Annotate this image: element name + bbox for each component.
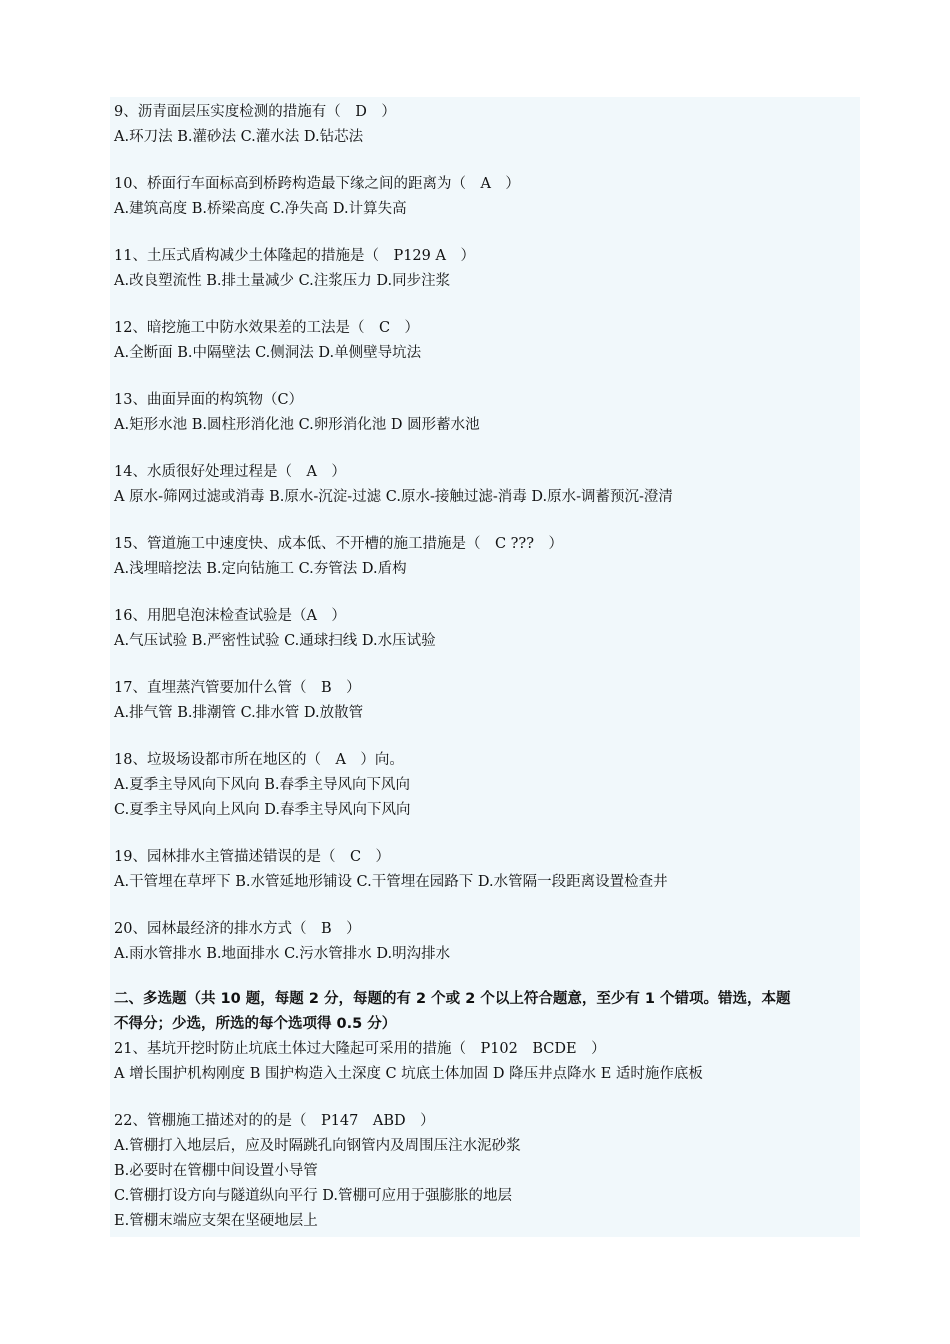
question-stem: 21、基坑开挖时防止坑底土体过大隆起可采用的措施（ P102 BCDE ） [114, 1041, 606, 1057]
section-heading [114, 987, 859, 1037]
question-stem: 12、暗挖施工中防水效果差的工法是（ C ） [114, 320, 420, 336]
question-options: A.夏季主导风向下风向 B.春季主导风向下风向 [114, 777, 410, 793]
question-stem: 15、管道施工中速度快、成本低、不开槽的施工措施是（ C ??? ） [114, 536, 563, 552]
question-15 [114, 532, 859, 582]
question-options: C.管棚打设方向与隧道纵向平行 D.管棚可应用于强膨胀的地层 [114, 1188, 513, 1204]
question-options: A.建筑高度 B.桥梁高度 C.净失高 D.计算失高 [114, 201, 407, 217]
question-stem: 9、沥青面层压实度检测的措施有（ D ） [114, 104, 396, 120]
question-options: A.改良塑流性 B.排土量减少 C.注浆压力 D.同步注浆 [114, 273, 451, 289]
question-19 [114, 845, 859, 895]
question-options: A 原水-筛网过滤或消毒 B.原水-沉淀-过滤 C.原水-接触过滤-消毒 D.原水-调蓄预沉-澄清 [114, 489, 673, 505]
question-stem: 20、园林最经济的排水方式（ B ） [114, 921, 361, 937]
question-11 [114, 244, 859, 294]
question-options: A.环刀法 B.灌砂法 C.灌水法 D.钻芯法 [114, 129, 364, 145]
question-options: A.雨水管排水 B.地面排水 C.污水管排水 D.明沟排水 [114, 946, 451, 962]
question-10 [114, 172, 859, 222]
question-21 [114, 1037, 859, 1087]
section-heading-line: 不得分；少选，所选的每个选项得 0.5 分） [114, 1016, 397, 1032]
question-stem: 17、直埋蒸汽管要加什么管（ B ） [114, 680, 361, 696]
question-stem: 18、垃圾场设都市所在地区的（ A ）向。 [114, 752, 404, 768]
question-options: A.排气管 B.排潮管 C.排水管 D.放散管 [114, 705, 364, 721]
question-stem: 19、园林排水主管描述错误的是（ C ） [114, 849, 391, 865]
question-options: A.浅埋暗挖法 B.定向钻施工 C.夯管法 D.盾构 [114, 561, 407, 577]
document-content [114, 100, 859, 1256]
question-options: E.管棚末端应支架在坚硬地层上 [114, 1213, 318, 1229]
question-9 [114, 100, 859, 150]
question-stem: 14、水质很好处理过程是（ A ） [114, 464, 346, 480]
question-stem: 13、曲面异面的构筑物（C） [114, 392, 304, 408]
question-options: B.必要时在管棚中间设置小导管 [114, 1163, 318, 1179]
question-stem: 11、土压式盾构减少土体隆起的措施是（ P129 A ） [114, 248, 475, 264]
question-stem: 22、管棚施工描述对的的是（ P147 ABD ） [114, 1113, 435, 1129]
question-13 [114, 388, 859, 438]
question-20 [114, 917, 859, 967]
question-18 [114, 748, 859, 823]
question-14 [114, 460, 859, 510]
question-12 [114, 316, 859, 366]
question-options: A.管棚打入地层后，应及时隔跳孔向钢管内及周围压注水泥砂浆 [114, 1138, 521, 1154]
question-options: A.气压试验 B.严密性试验 C.通球扫线 D.水压试验 [114, 633, 436, 649]
question-options: A.干管埋在草坪下 B.水管延地形铺设 C.干管埋在园路下 D.水管隔一段距离设置检查井 [114, 874, 668, 890]
section-heading-line: 二、多选题（共 10 题，每题 2 分，每题的有 2 个或 2 个以上符合题意，至少有 1 个错项。错选，本题 [114, 991, 791, 1007]
question-options: A.矩形水池 B.圆柱形消化池 C.卵形消化池 D 圆形蓄水池 [114, 417, 480, 433]
question-16 [114, 604, 859, 654]
question-17 [114, 676, 859, 726]
question-options: C.夏季主导风向上风向 D.春季主导风向下风向 [114, 802, 411, 818]
question-22 [114, 1109, 859, 1234]
question-options: A 增长围护机构刚度 B 围护构造入土深度 C 坑底土体加固 D 降压井点降水 E 适时施作底板 [114, 1066, 703, 1082]
question-stem: 16、用肥皂泡沫检查试验是（A ） [114, 608, 346, 624]
question-stem: 10、桥面行车面标高到桥跨构造最下缘之间的距离为（ A ） [114, 176, 520, 192]
question-options: A.全断面 B.中隔壁法 C.侧洞法 D.单侧壁导坑法 [114, 345, 422, 361]
